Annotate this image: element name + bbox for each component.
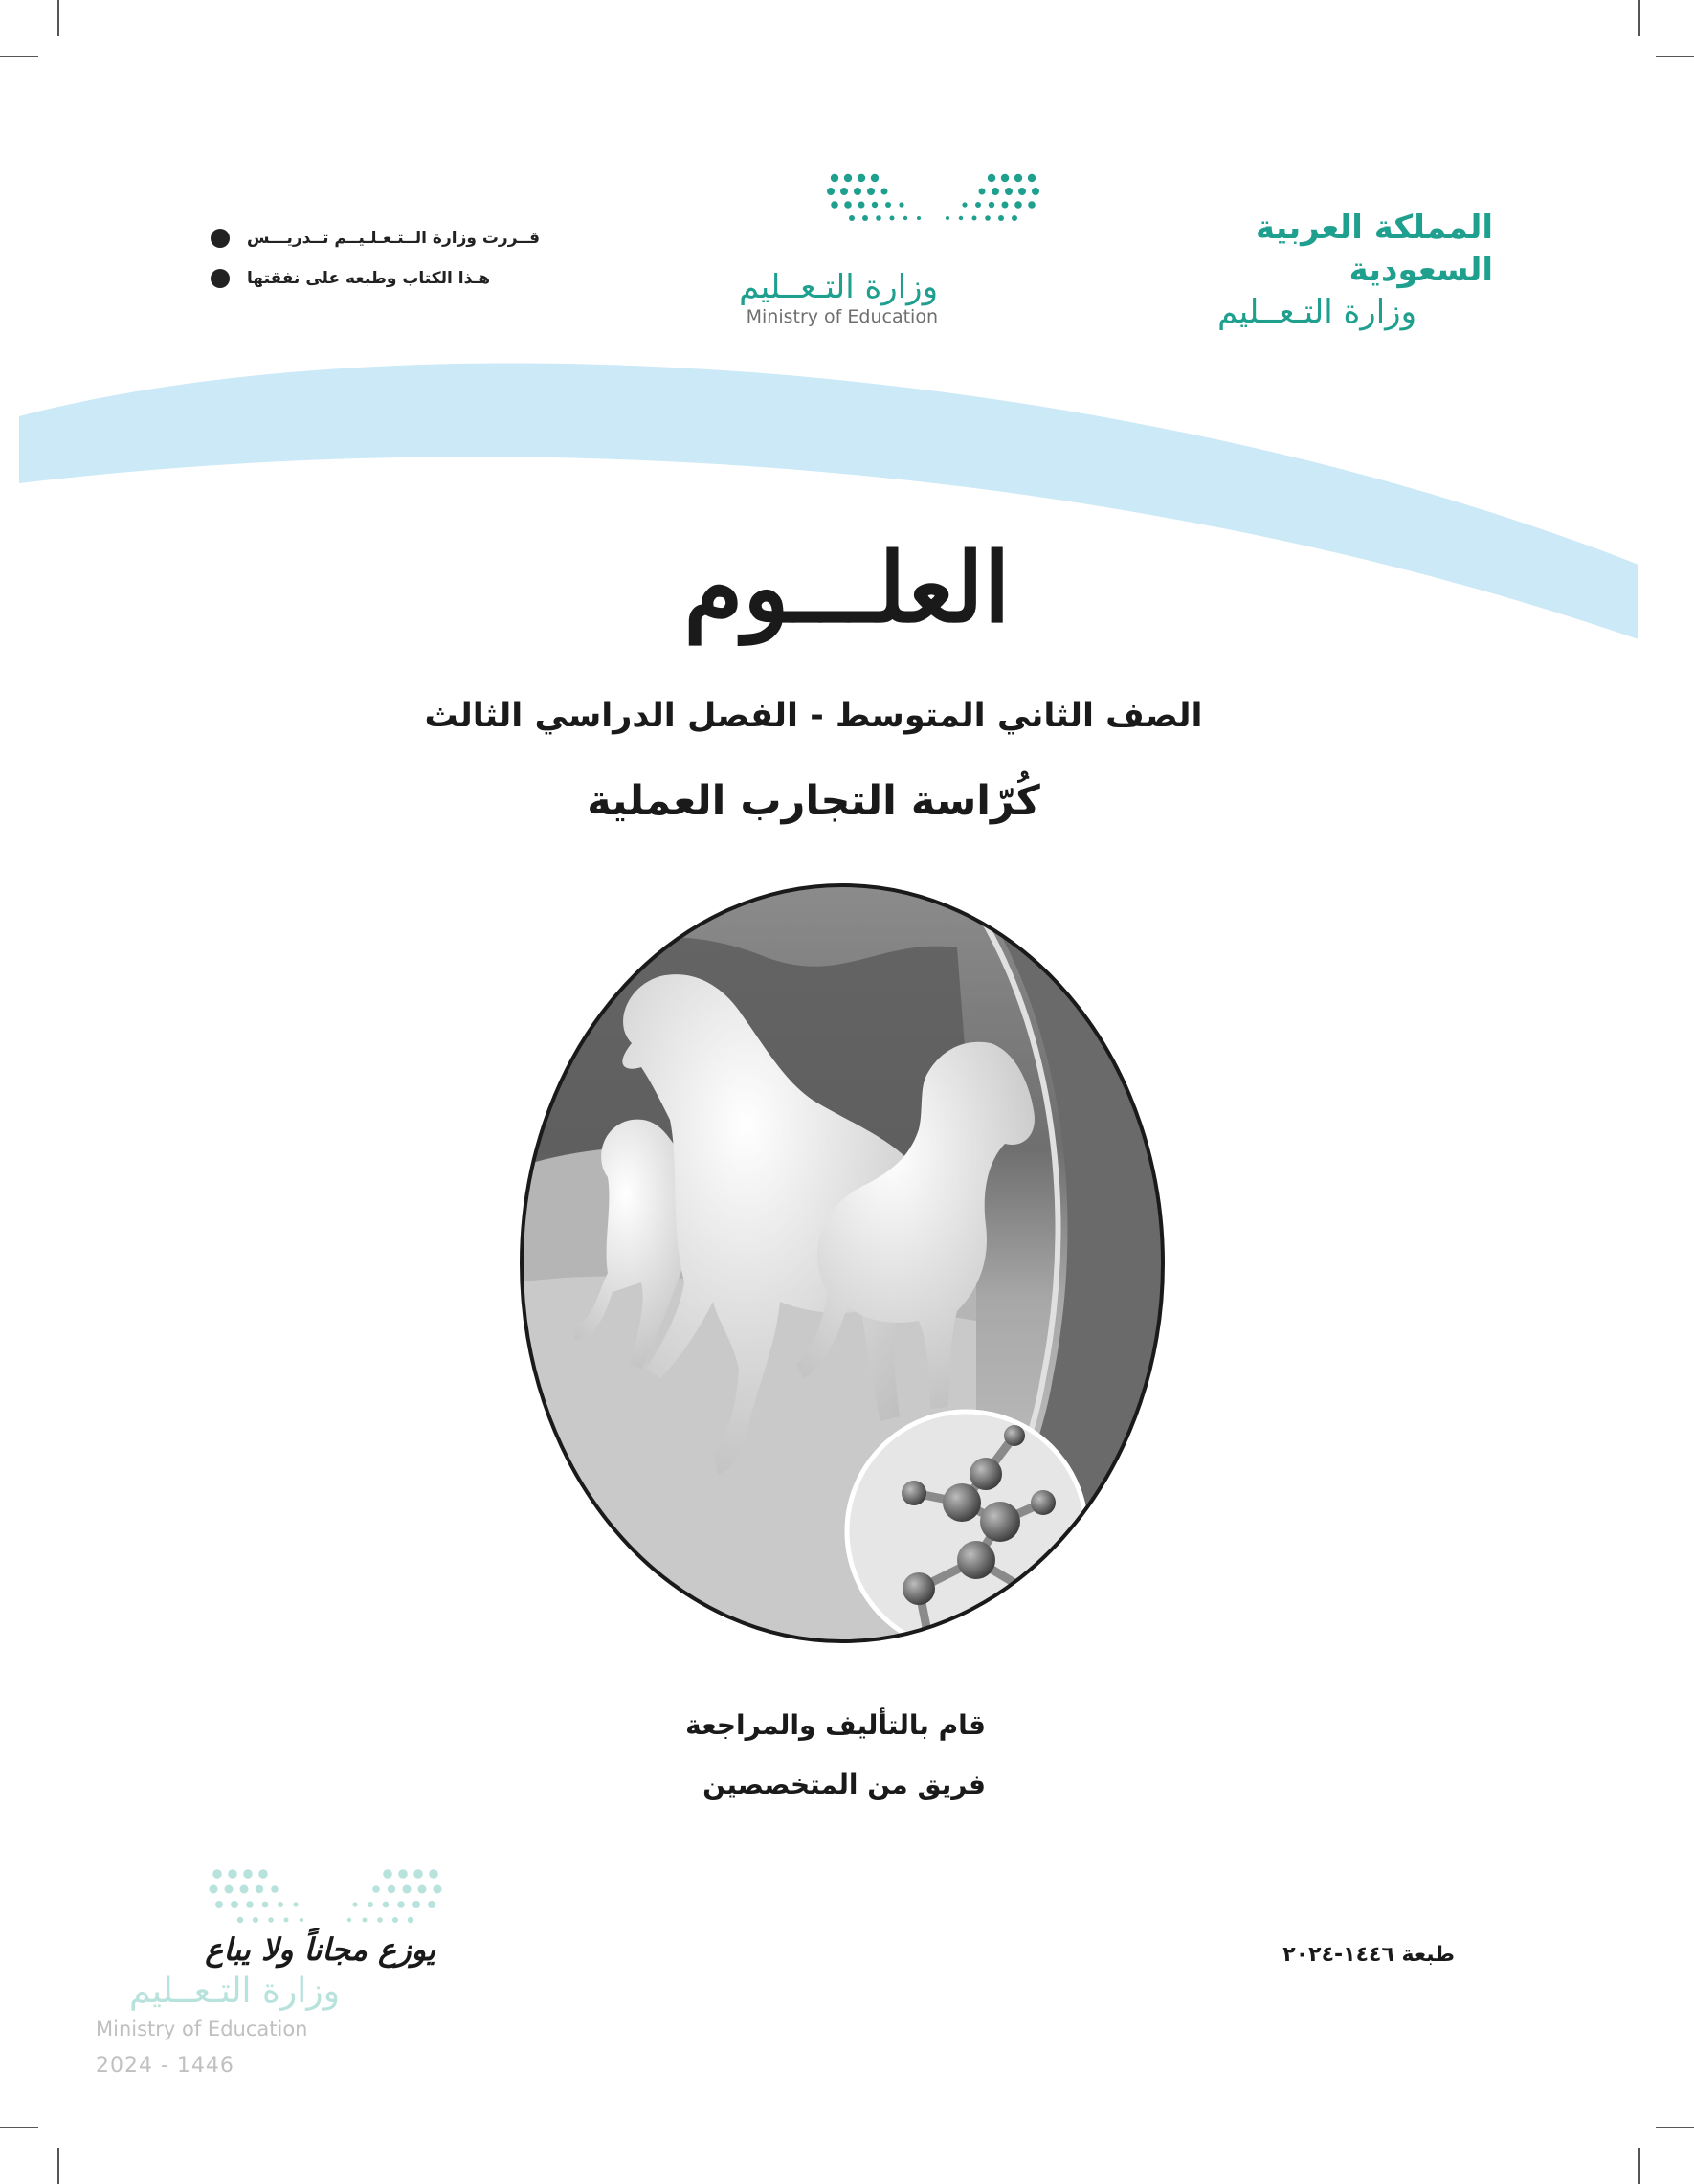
- cover-illustration: [517, 880, 1168, 1646]
- decree-line-2: هـذا الكتاب وطبعه على نفقتها: [247, 269, 490, 288]
- kingdom-name: المملكة العربية السعودية: [1255, 209, 1493, 289]
- watermark-logo-mark: [206, 1866, 445, 1928]
- crop-mark: [1638, 0, 1640, 36]
- credits-line-2: فريق من المتخصصين: [702, 1769, 986, 1800]
- book-subtitle: الصف الثاني المتوسط - الفصل الدراسي الثالث: [424, 697, 1203, 735]
- bullet-icon: [211, 229, 230, 248]
- crop-mark: [57, 0, 59, 36]
- ministry-name: وزارة التـعــليم: [1217, 293, 1416, 331]
- book-title: العلـــوم: [683, 531, 1011, 644]
- free-distribution-stamp: يوزع مجاناً ولا يباع: [205, 1931, 435, 1968]
- logo-ministry-name: وزارة التـعــليم: [739, 268, 938, 306]
- watermark-year: 2024 - 1446: [96, 2054, 234, 2078]
- credits-line-1: قام بالتأليف والمراجعة: [685, 1709, 986, 1741]
- edition-label: طبعة ١٤٤٦-٢٠٢٤: [1282, 1943, 1455, 1967]
- crop-mark: [0, 56, 38, 57]
- ministry-logo-mark: [823, 170, 1043, 230]
- crop-mark: [1656, 56, 1694, 57]
- crop-mark: [0, 2127, 38, 2128]
- watermark-ministry-english: Ministry of Education: [96, 2017, 308, 2040]
- book-subtitle-lab: كُرّاسة التجارب العملية: [587, 777, 1040, 825]
- crop-mark: [1656, 2127, 1694, 2128]
- logo-ministry-english: Ministry of Education: [746, 306, 938, 327]
- crop-mark: [1638, 2148, 1640, 2184]
- watermark-ministry-name: وزارة التـعــليم: [128, 1972, 340, 2011]
- crop-mark: [57, 2148, 59, 2184]
- credits: [574, 1696, 986, 1815]
- bullet-icon: [211, 269, 230, 288]
- kingdom-header: [1148, 207, 1493, 333]
- decree-text: [211, 218, 627, 299]
- decree-line-1: قــررت وزارة الــتـعـلـيــم تــدريـــس: [247, 229, 541, 248]
